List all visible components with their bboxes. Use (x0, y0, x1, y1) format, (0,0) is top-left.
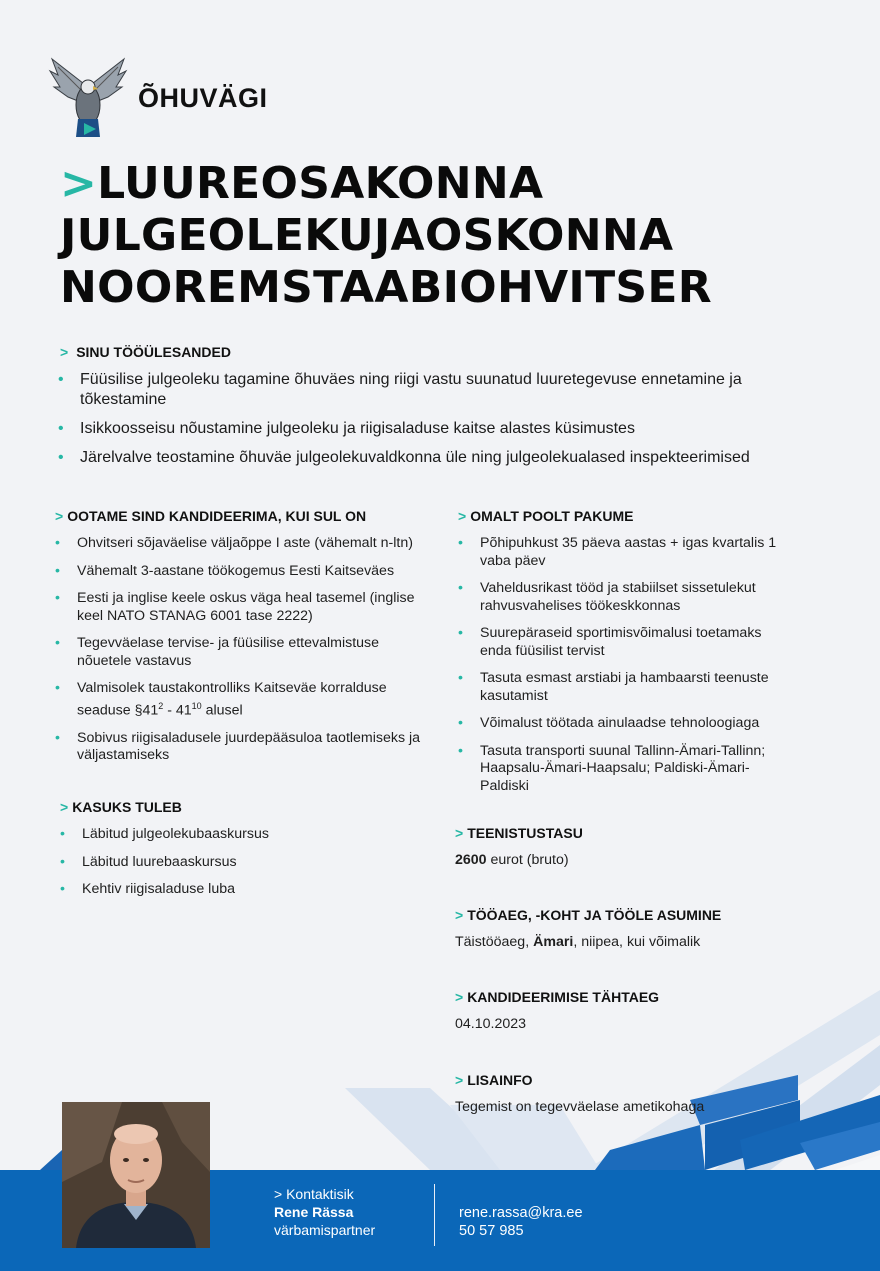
list-item: • Eesti ja inglise keele oskus väga heal tasemel (inglise keel NATO STANAG 6001 tase 2222) (55, 590, 425, 625)
offer-list (458, 535, 778, 805)
list-item: • Tegevväelase tervise- ja füüsilise ettevalmistuse nõuetele vastavus (55, 635, 425, 670)
requirements-heading: > OOTAME SIND KANDIDEERIMA, KUI SUL ON (55, 508, 367, 524)
list-item: • Põhipuhkust 35 päeva aastas + igas kvartalis 1 vaba päev (458, 535, 778, 570)
title-arrow: > (60, 158, 98, 209)
page-title (60, 158, 860, 314)
deadline-heading: > KANDIDEERIMISE TÄHTAEG (455, 989, 660, 1005)
info-text: Tegemist on tegevväelase ametikohaga (455, 1099, 705, 1115)
list-item: • Füüsilise julgeoleku tagamine õhuväes ning riigi vastu suunatud luuretegevuse ennetamine ja tõkestamine (58, 370, 778, 410)
contact-name: Rene Rässa (274, 1204, 354, 1220)
list-item: • Tasuta esmast arstiabi ja hambaarsti teenuste kasutamist (458, 670, 778, 705)
list-item: • Järelvalve teostamine õhuväe julgeolekuvaldkonna üle ning julgeolekualased inspekteerimised (58, 448, 778, 468)
salary-heading: > TEENISTUSTASU (455, 825, 583, 841)
contact-email[interactable]: rene.rassa@kra.ee (459, 1205, 583, 1221)
contact-label: > Kontaktisik (274, 1186, 354, 1202)
list-item: • Tasuta transporti suunal Tallinn-Ämari-Tallinn; Haapsalu-Ämari-Haapsalu; Paldiski-Ämari-Paldiski (458, 743, 778, 796)
info-heading: > LISAINFO (455, 1072, 533, 1088)
advantages-list (60, 826, 420, 909)
duties-list (58, 370, 778, 477)
salary-value: 2600 eurot (bruto) (455, 852, 569, 868)
worktime-heading: > TÖÖAEG, -KOHT JA TÖÖLE ASUMINE (455, 907, 722, 923)
title-line-3: NOOREMSTAABIOHVITSER (60, 262, 712, 313)
requirements-list (55, 535, 425, 775)
list-item: • Läbitud julgeolekubaaskursus (60, 826, 420, 844)
contact-block (274, 1185, 375, 1239)
deadline-date: 04.10.2023 (455, 1016, 527, 1032)
title-line-2: JULGEOLEKUJAOSKONNA (60, 210, 674, 261)
contact-phone[interactable]: 50 57 985 (459, 1223, 524, 1239)
duties-heading: > SINU TÖÖÜLESANDED (60, 344, 231, 360)
brand-name: ÕHUVÄGI (138, 83, 268, 113)
footer-divider (434, 1184, 435, 1246)
list-item: • Suurepäraseid sportimisvõimalusi toetamaks enda füüsilist tervist (458, 625, 778, 660)
offer-heading: > OMALT POOLT PAKUME (458, 508, 634, 524)
list-item: • Sobivus riigisaladusele juurdepääsuloa taotlemiseks ja väljastamiseks (55, 730, 425, 765)
list-item: • Valmisolek taustakontrolliks Kaitseväe korralduse seaduse $\S 41^2 - 41^{10}$ alusel (55, 680, 425, 720)
list-item: • Kehtiv riigisaladuse luba (60, 881, 420, 899)
list-item: • Vähemalt 3-aastane töökogemus Eesti Kaitseväes (55, 563, 425, 581)
advantages-heading: > KASUKS TULEB (60, 799, 182, 815)
worktime-value: Täistööaeg, Ämari, niipea, kui võimalik (455, 934, 701, 950)
contact-person-photo (62, 1102, 210, 1248)
list-item: • Isikkoosseisu nõustamine julgeoleku ja riigisaladuse kaitse alastes küsimustes (58, 419, 778, 439)
contact-role: värbamispartner (274, 1222, 376, 1238)
contact-details (459, 1204, 583, 1240)
list-item: • Vaheldusrikast tööd ja stabiilset sissetulekut rahvusvahelises töökeskkonnas (458, 580, 778, 615)
eagle-emblem-icon (48, 57, 128, 139)
list-item: • Ohvitseri sõjaväelise väljaõppe I aste (vähemalt n-ltn) (55, 535, 425, 553)
list-item: • Võimalust töötada ainulaadse tehnoloogiaga (458, 715, 778, 733)
title-line-1: >LUUREOSAKONNA (60, 158, 544, 209)
list-item: • Läbitud luurebaaskursus (60, 854, 420, 872)
